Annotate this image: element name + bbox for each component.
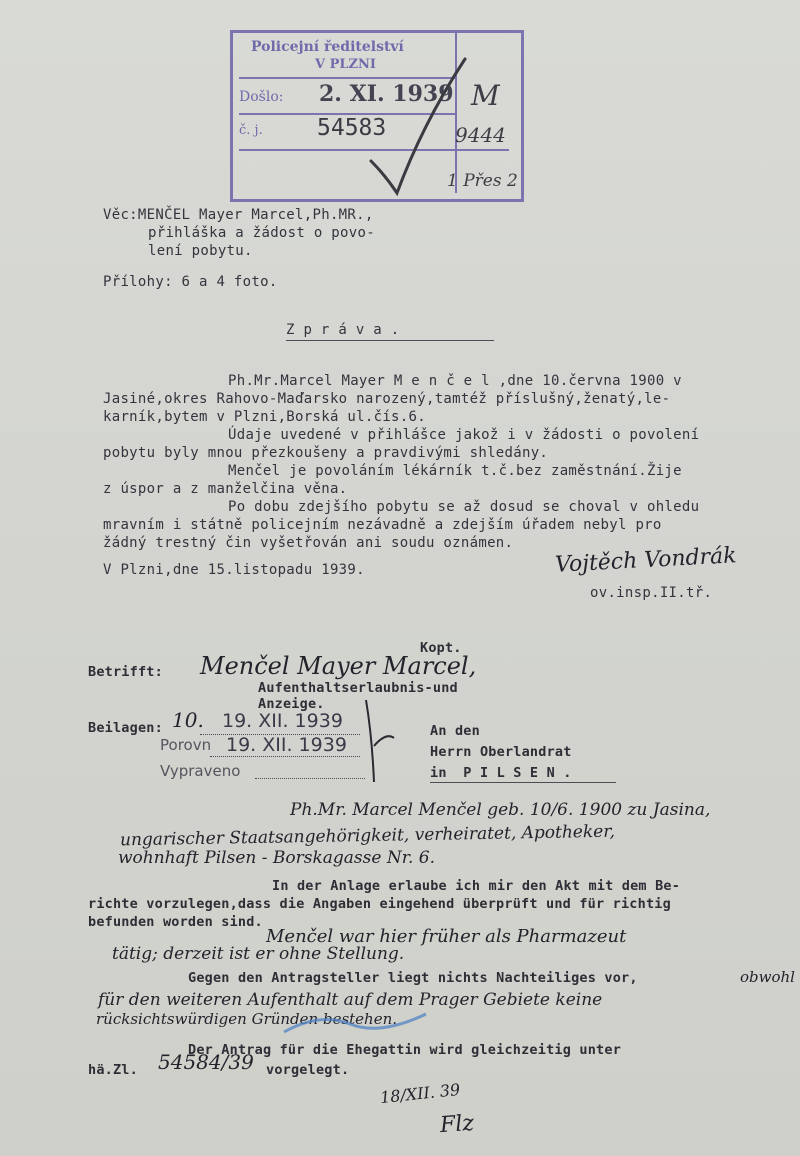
signature: Vojtěch Vondrák: [554, 543, 738, 578]
registry-stamp: [230, 30, 524, 202]
german-para-line: Gegen den Antragsteller liegt nichts Nachteiliges vor,: [188, 970, 638, 986]
blue-pencil-mark: [280, 1002, 430, 1042]
stamp-handwritten-ref: 9444: [455, 123, 506, 147]
handwritten-line: Ph.Mr. Marcel Menčel geb. 10/6. 1900 zu Jasina,: [290, 800, 711, 820]
handwritten-number: 54584/39: [158, 1050, 254, 1074]
body-line: žádný trestný čin vyšetřován ani soudu oznámen.: [103, 535, 514, 551]
vypraveno-label: Vypraveno: [160, 762, 241, 780]
stamp-city: V PLZNI: [315, 57, 376, 72]
signatory-title: ov.insp.II.tř.: [590, 585, 713, 601]
german-para-line: befunden worden sind.: [88, 914, 263, 930]
handwritten-line: für den weiteren Aufenthalt auf dem Prager Gebiete keine: [98, 990, 603, 1010]
place-date: V Plzni,dne 15.listopadu 1939.: [103, 562, 365, 578]
body-line: Jasiné,okres Rahovo-Maďarsko narozený,tamtéž příslušný,ženatý,le-: [103, 391, 671, 407]
body-line: mravním i státně policejním nezávadně a zdejším úřadem nebyl pro: [103, 517, 662, 533]
german-para-suffix: vorgelegt.: [266, 1062, 350, 1078]
stamp-handwritten-bottom: 1 Přes 2: [447, 171, 518, 191]
subject-line-3: lení pobytu.: [148, 243, 253, 259]
stamp-date: 2. XI. 1939: [319, 81, 454, 107]
addressee-line-1: An den: [430, 723, 480, 739]
subject-line-1: Věc:MENČEL Mayer Marcel,Ph.MR.,: [103, 207, 374, 223]
subject-line-2: přihláška a žádost o povo-: [148, 225, 375, 241]
handwritten-line: Menčel war hier früher als Pharmazeut: [266, 926, 627, 947]
betrifft-typed-2: Anzeige.: [258, 696, 325, 712]
porovn-label: Porovn: [160, 736, 212, 754]
stamp-handwritten-initials: M: [471, 79, 500, 112]
beilagen-label: Beilagen:: [88, 720, 163, 736]
german-para-line: Der Antrag für die Ehegattin wird gleichzeitig unter: [188, 1042, 622, 1058]
handwritten-line: tätig; derzeit ist er ohne Stellung.: [112, 944, 405, 964]
body-line: Údaje uvedené v přihlášce jakož i v žádosti o povolení: [228, 427, 700, 443]
german-para-prefix: hä.Zl.: [88, 1062, 138, 1078]
addressee-line-3: in P I L S E N .: [430, 765, 572, 781]
body-line: Ph.Mr.Marcel Mayer M e n č e l ,dne 10.června 1900 v: [228, 373, 682, 389]
handwritten-line: wohnhaft Pilsen - Borskagasse Nr. 6.: [118, 848, 435, 868]
body-line: karník,bytem v Plzni,Borská ul.čís.6.: [103, 409, 426, 425]
heading-underline: [286, 340, 494, 341]
stamp-cj-label: č. j.: [239, 123, 263, 138]
stamp-office: Policejní ředitelství: [251, 39, 404, 55]
handwritten-stroke: [360, 696, 400, 792]
handwritten-word: obwohl: [740, 968, 795, 986]
attachments-line: Přílohy: 6 a 4 foto.: [103, 274, 278, 290]
date-stamp-2: 19. XII. 1939: [226, 734, 347, 756]
body-line: Po dobu zdejšího pobytu se až dosud se choval v ohledu: [228, 499, 700, 515]
body-line: z úspor a z manželčina věna.: [103, 481, 348, 497]
bottom-handwritten-initials: Flz: [439, 1110, 475, 1139]
beilagen-handwritten: 10.: [172, 708, 204, 732]
body-line: Menčel je povoláním lékárník t.č.bez zaměstnání.Žije: [228, 463, 682, 479]
checkmark-icon: [363, 53, 473, 201]
betrifft-label: Betrifft:: [88, 664, 163, 680]
german-para-line: In der Anlage erlaube ich mir den Akt mit dem Be-: [272, 878, 681, 894]
betrifft-handwritten: Menčel Mayer Marcel,: [200, 652, 477, 680]
kopt-label: Kopt.: [420, 640, 462, 656]
handwritten-line: ungarischer Staatsangehörigkeit, verheiratet, Apotheker,: [119, 821, 616, 851]
bottom-handwritten-date: 18/XII. 39: [379, 1079, 462, 1108]
stamp-doslo-label: Došlo:: [239, 89, 284, 105]
date-stamp-1: 19. XII. 1939: [222, 710, 343, 732]
body-line: pobytu byly mnou přezkoušeny a pravdivými shledány.: [103, 445, 549, 461]
stamp-number: 54583: [317, 115, 387, 141]
betrifft-typed-1: Aufenthaltserlaubnis-und: [258, 680, 458, 696]
report-heading: Z p r á v a .: [286, 322, 400, 338]
german-para-line: richte vorzulegen,dass die Angaben eingehend überprüft und für richtig: [88, 896, 671, 912]
handwritten-line: rücksichtswürdigen Gründen bestehen.: [96, 1010, 398, 1028]
addressee-line-2: Herrn Oberlandrat: [430, 744, 572, 760]
